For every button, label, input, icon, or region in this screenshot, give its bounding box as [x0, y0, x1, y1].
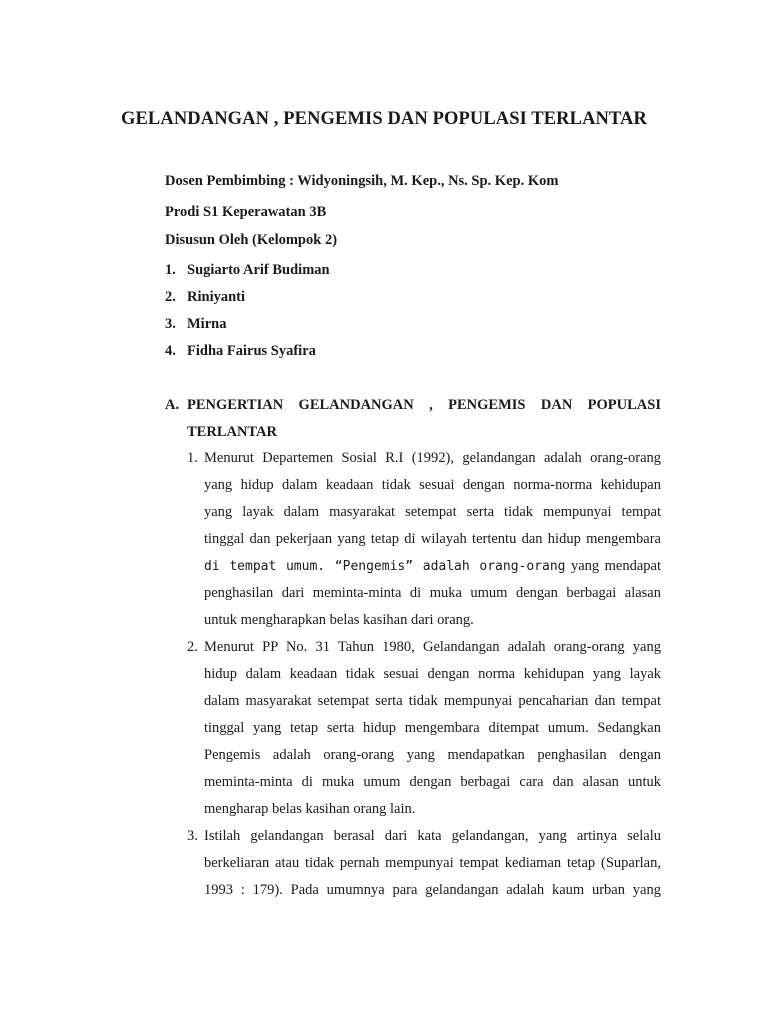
member-name: Mirna [187, 316, 227, 332]
document-title: GELANDANGAN , PENGEMIS DAN POPULASI TERLANTAR [121, 109, 647, 129]
list-item [187, 445, 661, 634]
member-name: Riniyanti [187, 289, 246, 305]
item-number: 2. [187, 639, 198, 655]
section-letter: A. [165, 397, 180, 413]
study-program-line: Prodi S1 Keperawatan 3B [165, 204, 327, 220]
paragraph: Menurut PP No. 31 Tahun 1980, Gelandangan adalah orang-orang yang hidup dalam keadaan tidak sesuai dengan norma kehidupan yang layak dalam masyarakat setempat serta tidak mempunyai pencaharian dan tempat tinggal yang tetap serta hidup mengembara ditempat umum. Sedangkan Pengemis adalah orang-orang yang mendapatkan penghasilan dengan meminta-minta di muka umum dengan berbagai cara dan alasan untuk mengharap belas kasihan orang lain. [204, 639, 661, 817]
member-list [165, 261, 330, 369]
authors-heading: Disusun Oleh (Kelompok 2) [165, 232, 338, 248]
item-number: 3. [187, 828, 198, 844]
section-heading-line: TERLANTAR [187, 424, 277, 440]
item-number: 1. [187, 450, 198, 466]
list-item [187, 634, 661, 823]
list-item: 2. Riniyanti [165, 289, 246, 305]
member-name: Fidha Fairus Syafira [187, 343, 316, 359]
list-item: 1. Sugiarto Arif Budiman [165, 262, 330, 278]
member-name: Sugiarto Arif Budiman [187, 262, 330, 278]
section-heading-line: PENGERTIAN GELANDANGAN , PENGEMIS DAN POPULASI [187, 397, 661, 413]
definition-list [187, 445, 661, 904]
list-item: 4. Fidha Fairus Syafira [165, 343, 316, 359]
supervisor-line: Dosen Pembimbing : Widyoningsih, M. Kep., Ns. Sp. Kep. Kom [165, 173, 559, 189]
paragraph: Istilah gelandangan berasal dari kata gelandangan, yang artinya selalu berkeliaran atau tidak pernah mempunyai tempat kediaman tetap (Suparlan, 1993 : 179). Pada umumnya para gelandangan adalah kaum urban yang [204, 828, 661, 898]
paragraph: Menurut Departemen Sosial R.I (1992), gelandangan adalah orang-orang yang hidup dalam keadaan tidak sesuai dengan norma-norma kehidupan yang layak dalam masyarakat setempat serta tidak mempunyai tempat tinggal dan pekerjaan yang tetap di wilayah tertentu dan hidup mengembara di tempat umum. “Pengemis” adalah orang-orang yang mendapat penghasilan dari meminta-minta di muka umum dengan berbagai alasan untuk mengharapkan belas kasihan dari orang. [204, 450, 661, 628]
list-item [187, 823, 661, 904]
list-item: 3. Mirna [165, 316, 227, 332]
section-heading [165, 392, 661, 446]
